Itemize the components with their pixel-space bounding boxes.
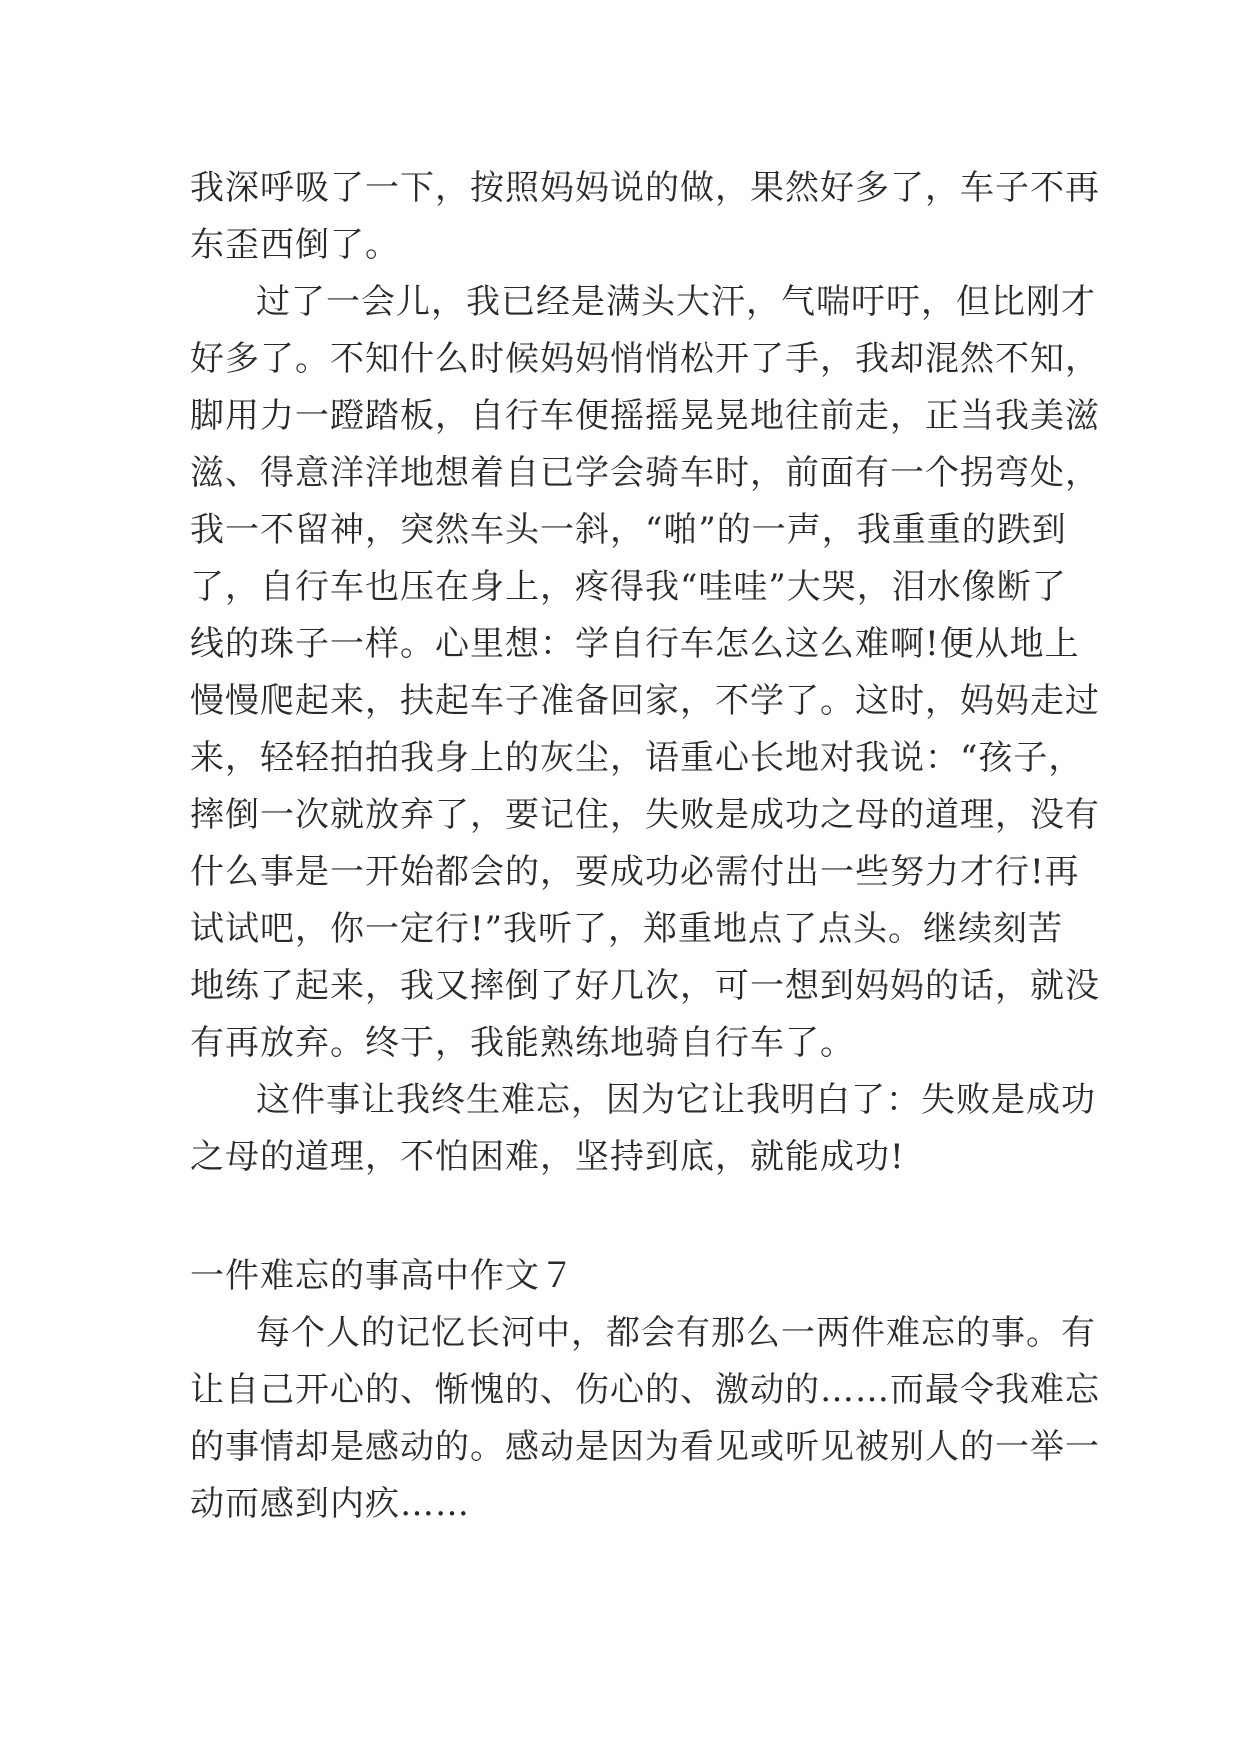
text-line: 动而感到内疚…… xyxy=(190,1484,470,1524)
section-gap xyxy=(190,1186,1050,1248)
text-line: 试试吧，你一定行!”我听了，郑重地点了点头。继续刻苦 xyxy=(190,909,1064,949)
text-line: 来，轻轻拍拍我身上的灰尘，语重心长地对我说：“孩子， xyxy=(190,738,1084,778)
text-line: 了，自行车也压在身上，疼得我“哇哇”大哭，泪水像断了 xyxy=(190,567,1067,607)
text-line: 之母的道理，不怕困难，坚持到底，就能成功! xyxy=(190,1137,905,1177)
text-line: 过了一会儿，我已经是满头大汗，气喘吁吁，但比刚才 xyxy=(256,282,1096,322)
text-line: 好多了。不知什么时候妈妈悄悄松开了手，我却混然不知， xyxy=(190,339,1100,379)
text-line: 东歪西倒了。 xyxy=(190,225,400,265)
text-line: 地练了起来，我又摔倒了好几次，可一想到妈妈的话，就没 xyxy=(190,966,1100,1006)
text-line: 我一不留神，突然车头一斜，“啪”的一声，我重重的跌到 xyxy=(190,510,1067,550)
paragraph-1 xyxy=(190,160,1100,274)
text-line: 什么事是一开始都会的，要成功必需付出一些努力才行!再 xyxy=(190,852,1080,892)
essay-heading: 一件难忘的事高中作文７ xyxy=(190,1256,575,1296)
text-line: 的事情却是感动的。感动是因为看见或听见被别人的一举一 xyxy=(190,1427,1100,1467)
text-line: 慢慢爬起来，扶起车子准备回家，不学了。这时，妈妈走过 xyxy=(190,681,1100,721)
text-line: 线的珠子一样。心里想：学自行车怎么这么难啊!便从地上 xyxy=(190,624,1080,664)
document-page xyxy=(190,160,1100,1533)
text-line: 有再放弃。终于，我能熟练地骑自行车了。 xyxy=(190,1023,855,1063)
text-line: 这件事让我终生难忘，因为它让我明白了：失败是成功 xyxy=(256,1080,1096,1120)
text-line: 脚用力一蹬踏板，自行车便摇摇晃晃地往前走，正当我美滋 xyxy=(190,396,1100,436)
paragraph-4 xyxy=(190,1305,1100,1533)
paragraph-3 xyxy=(190,1072,1096,1186)
text-line: 摔倒一次就放弃了，要记住，失败是成功之母的道理，没有 xyxy=(190,795,1100,835)
paragraph-2 xyxy=(190,274,1100,1072)
text-line: 滋、得意洋洋地想着自已学会骑车时，前面有一个拐弯处， xyxy=(190,453,1100,493)
text-line: 每个人的记忆长河中，都会有那么一两件难忘的事。有 xyxy=(256,1313,1096,1353)
text-line: 我深呼吸了一下，按照妈妈说的做，果然好多了，车子不再 xyxy=(190,168,1100,208)
text-line: 让自己开心的、惭愧的、伤心的、激动的……而最令我难忘 xyxy=(190,1370,1100,1410)
